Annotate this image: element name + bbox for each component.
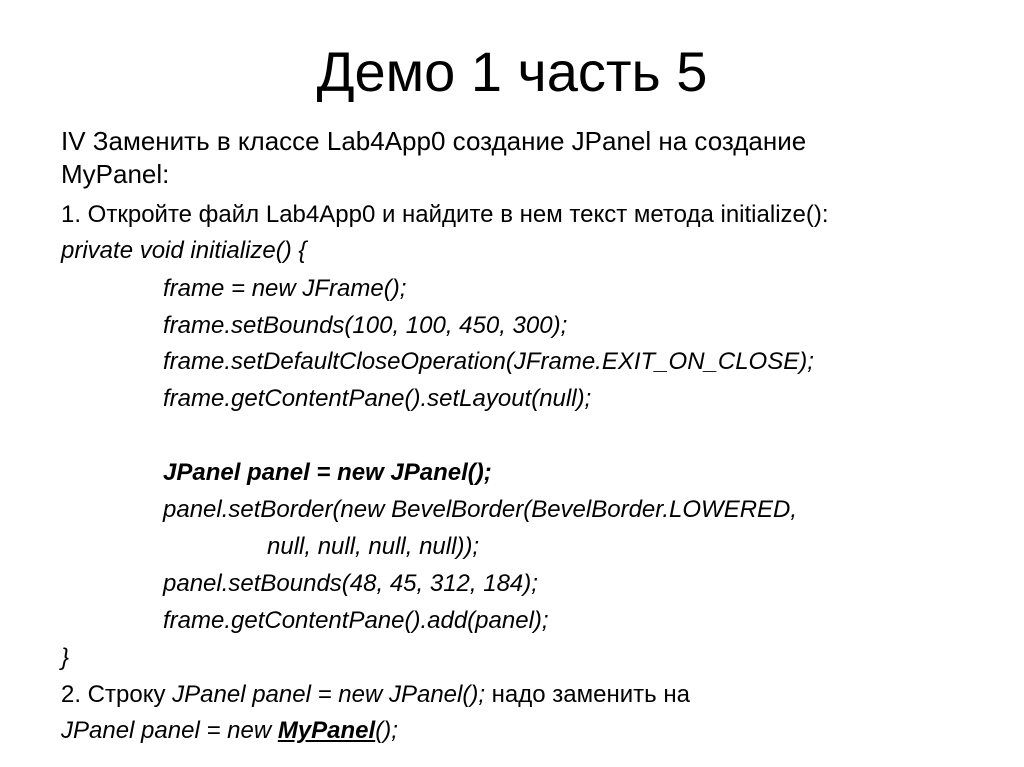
step-iv-line-1: IV Заменить в классе Lab4App0 создание JPanel на создание <box>61 126 807 156</box>
replacement-line <box>61 716 398 746</box>
replacement-suffix: (); <box>375 717 398 744</box>
code-line-panel-bounds: panel.setBounds(48, 45, 312, 184); <box>163 570 538 597</box>
step-2-code: JPanel panel = new JPanel(); <box>172 681 485 708</box>
step-2-prefix: 2. Строку <box>61 681 173 708</box>
replacement-prefix: JPanel panel = new <box>61 717 278 744</box>
step-2-text <box>61 680 690 710</box>
code-line-panel-new: JPanel panel = new JPanel(); <box>163 459 492 486</box>
code-line-close-op: frame.setDefaultCloseOperation(JFrame.EXIT_ON_CLOSE); <box>163 348 814 375</box>
code-closing-brace: } <box>61 644 70 671</box>
code-line-frame-new: frame = new JFrame(); <box>163 275 407 302</box>
slide-title: Демо 1 часть 5 <box>316 40 708 103</box>
code-line-add-panel: frame.getContentPane().add(panel); <box>163 607 549 634</box>
step-1-text: 1. Откройте файл Lab4App0 и найдите в нем текст метода initialize(): <box>61 201 829 228</box>
code-line-set-border-cont: null, null, null, null)); <box>267 533 480 560</box>
code-line-set-bounds: frame.setBounds(100, 100, 450, 300); <box>163 312 568 339</box>
step-iv-line-2: MyPanel: <box>61 159 170 189</box>
replacement-highlight: MyPanel <box>277 717 376 744</box>
code-line-set-layout: frame.getContentPane().setLayout(null); <box>163 385 592 412</box>
step-2-suffix: надо заменить на <box>485 681 690 708</box>
code-method-signature: private void initialize() { <box>61 237 307 264</box>
code-line-set-border: panel.setBorder(new BevelBorder(BevelBorder.LOWERED, <box>163 496 798 523</box>
